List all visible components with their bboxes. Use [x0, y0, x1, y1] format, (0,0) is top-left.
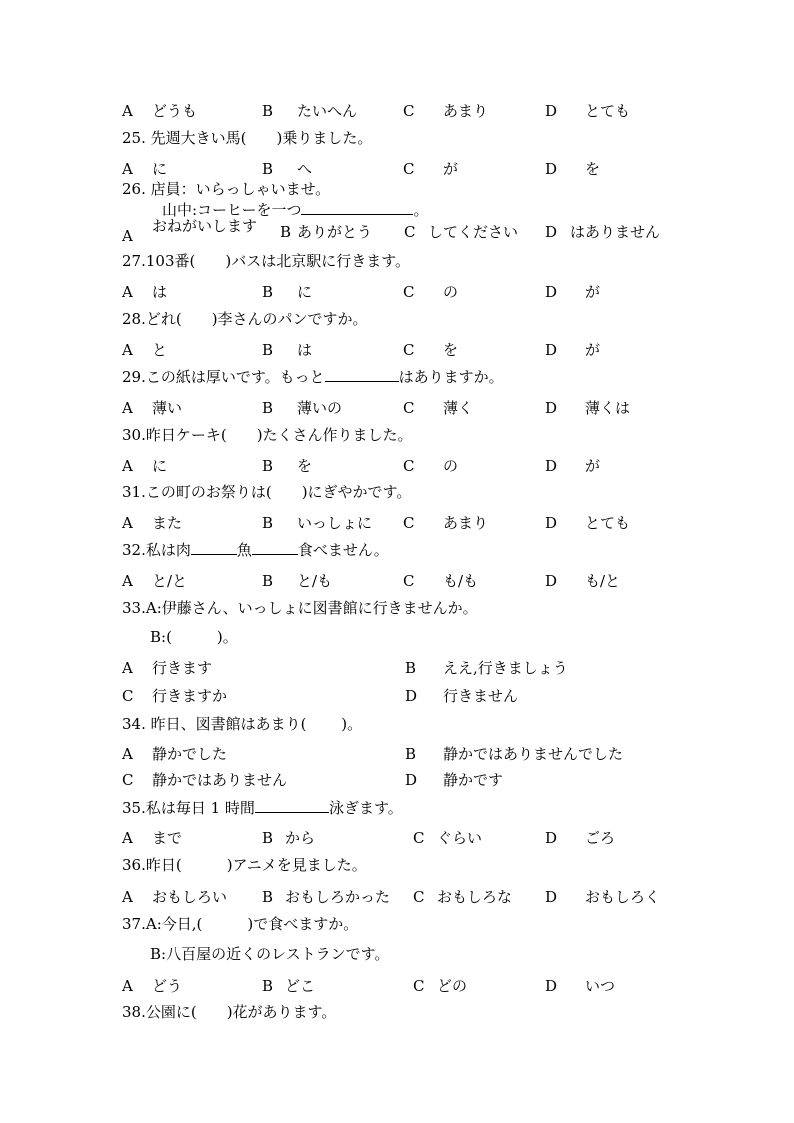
question-text: B:( )。 — [150, 628, 238, 646]
choice-letter: D — [545, 977, 558, 995]
choice-letter: C — [413, 888, 425, 906]
choice-text: に — [297, 283, 313, 301]
choice-text: 行きますか — [152, 687, 228, 705]
choice-text: と/も — [297, 572, 333, 590]
choice-row — [0, 886, 794, 908]
choice-letter: D — [545, 102, 558, 120]
choice-letter: A — [122, 227, 133, 245]
choice-letter: B — [262, 102, 274, 120]
choice-letter: C — [403, 572, 415, 590]
question-line — [0, 250, 794, 272]
choice-letter: B — [262, 977, 274, 995]
choice-text: 静かです — [443, 771, 504, 789]
question-after: はありますか。 — [398, 368, 504, 386]
choice-text: を — [585, 160, 601, 178]
question-text: 27.103番( )バスは北京駅に行きます。 — [122, 252, 410, 270]
question-text: 25. 先週大きい馬( )乗りました。 — [122, 129, 373, 147]
question-text — [122, 797, 403, 819]
question-line — [0, 127, 794, 149]
question-before: 29.この紙は厚いです。もっと — [122, 368, 325, 386]
choice-text: の — [443, 283, 459, 301]
answer-blank — [252, 539, 298, 555]
choice-text: どうも — [152, 102, 198, 120]
choice-letter: A — [122, 160, 133, 178]
choice-letter: C — [404, 223, 416, 241]
choice-letter: A — [122, 745, 133, 763]
choice-letter: D — [545, 223, 558, 241]
choice-letter: C — [403, 341, 415, 359]
choice-row — [0, 657, 794, 679]
choice-letter: D — [545, 160, 558, 178]
choice-text: 静かではありませんでした — [443, 745, 624, 763]
choice-letter: A — [122, 977, 133, 995]
choice-text: どう — [152, 977, 183, 995]
choice-text: 静かでした — [152, 745, 228, 763]
choice-text: も/と — [585, 572, 621, 590]
choice-text: はありません — [570, 223, 661, 241]
choice-letter: A — [122, 888, 133, 906]
choice-text: 薄く — [443, 399, 474, 417]
choice-row — [0, 455, 794, 477]
choice-letter: B — [262, 283, 274, 301]
question-text: 31.この町のお祭りは( )にぎやかです。 — [122, 483, 412, 501]
choice-text: たいへん — [297, 102, 358, 120]
choice-text: してください — [428, 223, 519, 241]
choice-row — [0, 512, 794, 534]
choice-letter: C — [403, 283, 415, 301]
choice-letter: C — [122, 687, 134, 705]
choice-letter: B — [262, 572, 274, 590]
question-line — [0, 797, 794, 819]
choice-text: 行きません — [443, 687, 519, 705]
choice-text: どの — [437, 977, 468, 995]
choice-letter: C — [403, 102, 415, 120]
question-line — [0, 308, 794, 330]
choice-row — [0, 827, 794, 849]
choice-letter: B — [262, 160, 274, 178]
choice-letter: B — [262, 457, 274, 475]
choice-text: 行きます — [152, 659, 213, 677]
choice-letter: D — [405, 687, 418, 705]
choice-row — [0, 100, 794, 122]
choice-text: また — [152, 514, 183, 532]
question-text: 28.どれ( )李さんのパンですか。 — [122, 310, 368, 328]
choice-letter: C — [403, 399, 415, 417]
question-before: 山中:コーヒーを一つ — [162, 201, 302, 219]
question-before: 32.私は肉 — [122, 541, 191, 559]
choice-letter: C — [413, 977, 425, 995]
choice-text: は — [297, 341, 313, 359]
choice-row — [0, 975, 794, 997]
choice-row — [0, 743, 794, 765]
choice-row — [0, 339, 794, 361]
choice-letter: D — [545, 572, 558, 590]
question-text: 36.昨日( )アニメを見ました。 — [122, 856, 367, 874]
choice-letter: B — [262, 399, 274, 417]
question-text: B:八百屋の近くのレストランです。 — [150, 945, 390, 963]
choice-row — [0, 769, 794, 791]
question-line — [0, 854, 794, 876]
question-after: 泳ぎます。 — [328, 799, 403, 817]
question-after: 食べません。 — [297, 541, 389, 559]
question-text: 34. 昨日、図書館はあまり( )。 — [122, 715, 363, 733]
choice-text: と — [152, 341, 168, 359]
question-text: 38.公園に( )花があります。 — [122, 1003, 337, 1021]
choice-text: どこ — [285, 977, 316, 995]
choice-text: とても — [585, 514, 631, 532]
choice-row — [0, 158, 794, 180]
choice-text: が — [585, 341, 601, 359]
choice-letter: A — [122, 399, 133, 417]
choice-letter: B — [405, 659, 417, 677]
choice-letter: D — [545, 829, 558, 847]
choice-letter: A — [122, 659, 133, 677]
question-text: 33.A:伊藤さん、いっしょに図書館に行きませんか。 — [122, 599, 478, 617]
choice-letter: A — [122, 102, 133, 120]
question-text — [122, 366, 504, 388]
choice-text: いつ — [585, 977, 616, 995]
choice-letter: C — [413, 829, 425, 847]
choice-row — [0, 281, 794, 303]
choice-text: が — [585, 457, 601, 475]
choice-text: が — [443, 160, 459, 178]
choice-letter: A — [122, 514, 133, 532]
choice-text: まで — [152, 829, 183, 847]
choice-row — [0, 570, 794, 592]
choice-row — [0, 217, 794, 245]
question-text: 26. 店員：いらっしゃいませ。 — [122, 180, 331, 198]
choice-text: おもしろい — [152, 888, 228, 906]
choice-letter: C — [403, 514, 415, 532]
choice-letter: C — [403, 457, 415, 475]
choice-text: あまり — [443, 514, 489, 532]
choice-text: 薄い — [152, 399, 183, 417]
choice-letter: D — [405, 771, 418, 789]
choice-text: とても — [585, 102, 631, 120]
choice-text: おもしろかった — [285, 888, 391, 906]
choice-letter: B — [262, 341, 274, 359]
choice-text: は — [152, 283, 168, 301]
choice-letter: D — [545, 283, 558, 301]
choice-letter: C — [122, 771, 134, 789]
answer-blank — [301, 199, 413, 215]
choice-text: おねがいします — [152, 217, 258, 235]
choice-text: いっしょに — [297, 514, 373, 532]
question-line — [0, 597, 794, 619]
question-line — [0, 626, 794, 648]
question-line — [0, 713, 794, 735]
question-text: 30.昨日ケーキ( )たくさん作りました。 — [122, 426, 413, 444]
question-line — [0, 178, 794, 200]
choice-letter: C — [403, 160, 415, 178]
question-line — [0, 943, 794, 965]
choice-text: に — [152, 160, 168, 178]
choice-text: あまり — [443, 102, 489, 120]
choice-text: おもしろく — [585, 888, 661, 906]
question-middle: 魚 — [236, 541, 252, 559]
choice-letter: A — [122, 572, 133, 590]
choice-letter: B — [280, 223, 292, 241]
choice-text: を — [297, 457, 313, 475]
choice-letter: D — [545, 457, 558, 475]
question-line — [0, 539, 794, 561]
choice-text: も/も — [443, 572, 479, 590]
choice-letter: B — [262, 514, 274, 532]
question-line — [0, 366, 794, 388]
choice-letter: B — [262, 888, 274, 906]
choice-text: が — [585, 283, 601, 301]
choice-text: ありがとう — [297, 223, 373, 241]
question-line — [0, 199, 794, 221]
choice-text: の — [443, 457, 459, 475]
question-line — [0, 913, 794, 935]
choice-text: に — [152, 457, 168, 475]
choice-text: から — [285, 829, 316, 847]
choice-text: 静かではありません — [152, 771, 288, 789]
choice-letter: B — [262, 829, 274, 847]
choice-text: 薄くは — [585, 399, 631, 417]
choice-letter: D — [545, 341, 558, 359]
choice-text: ええ,行きましょう — [443, 659, 568, 677]
choice-text: を — [443, 341, 459, 359]
choice-row — [0, 397, 794, 419]
choice-letter: A — [122, 829, 133, 847]
question-line — [0, 1001, 794, 1023]
question-text: 37.A:今日,( )で食べますか。 — [122, 915, 359, 933]
choice-text: ぐらい — [437, 829, 483, 847]
question-text — [122, 539, 389, 561]
choice-text: ごろ — [585, 829, 616, 847]
question-line — [0, 481, 794, 503]
choice-text: と/と — [152, 572, 188, 590]
choice-text: おもしろな — [437, 888, 513, 906]
answer-blank — [255, 797, 329, 813]
question-line — [0, 424, 794, 446]
choice-letter: D — [545, 399, 558, 417]
choice-letter: A — [122, 341, 133, 359]
answer-blank — [191, 539, 237, 555]
choice-text: へ — [297, 160, 313, 178]
choice-letter: B — [405, 745, 417, 763]
question-before: 35.私は毎日 1 時間 — [122, 799, 255, 817]
choice-letter: A — [122, 283, 133, 301]
choice-row — [0, 685, 794, 707]
choice-letter: D — [545, 888, 558, 906]
choice-text: 薄いの — [297, 399, 343, 417]
choice-letter: A — [122, 457, 133, 475]
choice-letter: D — [545, 514, 558, 532]
question-after: 。 — [413, 201, 429, 219]
answer-blank — [325, 366, 399, 382]
